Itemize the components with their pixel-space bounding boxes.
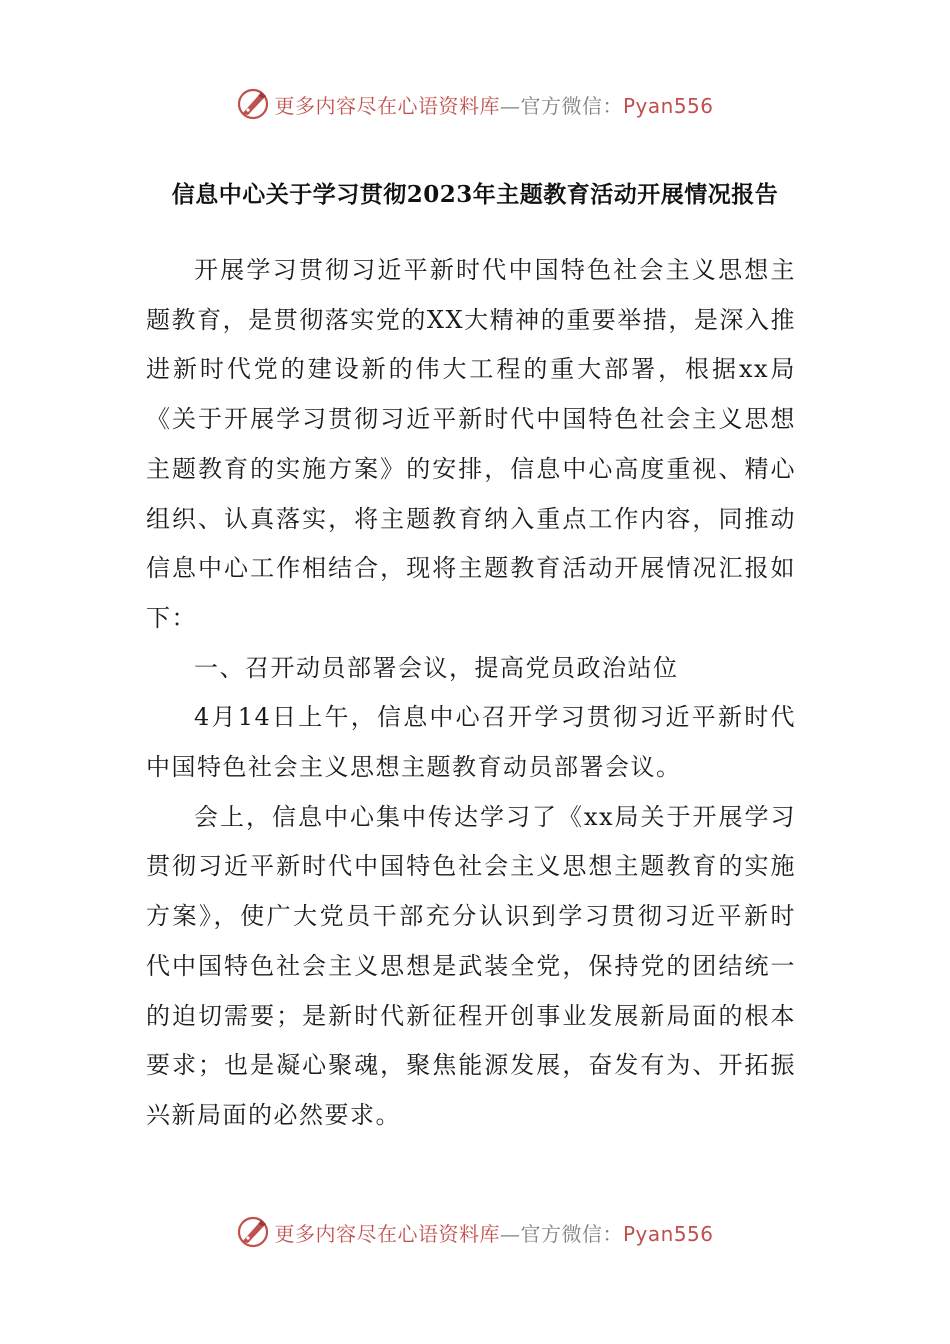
paragraph-meeting-content: 会上，信息中心集中传达学习了《xx局关于开展学习贯彻习近平新时代中国特色社会主义思想主题教育的实施方案》，使广大党员干部充分认识到学习贯彻习近平新时代中国特色社会主义思想是武装全党，保持党的团结统一的迫切需要；是新时代新征程开创事业发展新局面的根本要求；也是凝心聚魂，聚焦能源发展，奋发有为、开拓振兴新局面的必然要求。 xyxy=(146,802,796,1129)
banner-separator: —官方微信： xyxy=(499,1221,623,1246)
banner-site-name: 更多内容尽在心语资料库 xyxy=(274,1221,500,1246)
banner-wechat-account: Pyan556 xyxy=(622,1221,714,1246)
banner-site-name: 更多内容尽在心语资料库 xyxy=(274,93,500,118)
pen-nib-circle-icon xyxy=(236,1215,270,1249)
banner-separator: —官方微信： xyxy=(499,93,623,118)
document-title: 信息中心关于学习贯彻2023年主题教育活动开展情况报告 xyxy=(171,181,779,208)
paragraph-meeting-date: 4月14日上午，信息中心召开学习贯彻习近平新时代中国特色社会主义思想主题教育动员部署会议。 xyxy=(146,703,796,782)
paragraph-intro: 开展学习贯彻习近平新时代中国特色社会主义思想主题教育，是贯彻落实党的XX大精神的重要举措，是深入推进新时代党的建设新的伟大工程的重大部署，根据xx局《关于开展学习贯彻习近平新时代中国特色社会主义思想主题教育的实施方案》的安排，信息中心高度重视、精心组织、认真落实，将主题教育纳入重点工作内容，同推动信息中心工作相结合，现将主题教育活动开展情况汇报如下： xyxy=(146,256,796,632)
banner-text xyxy=(274,1218,713,1247)
banner-text xyxy=(274,90,713,119)
header-watermark-banner xyxy=(0,82,950,126)
pen-nib-circle-icon xyxy=(236,87,270,121)
document-body xyxy=(146,246,796,1141)
section-heading-1: 一、召开动员部署会议，提高党员政治站位 xyxy=(194,653,679,682)
banner-wechat-account: Pyan556 xyxy=(622,93,714,118)
footer-watermark-banner xyxy=(0,1210,950,1254)
